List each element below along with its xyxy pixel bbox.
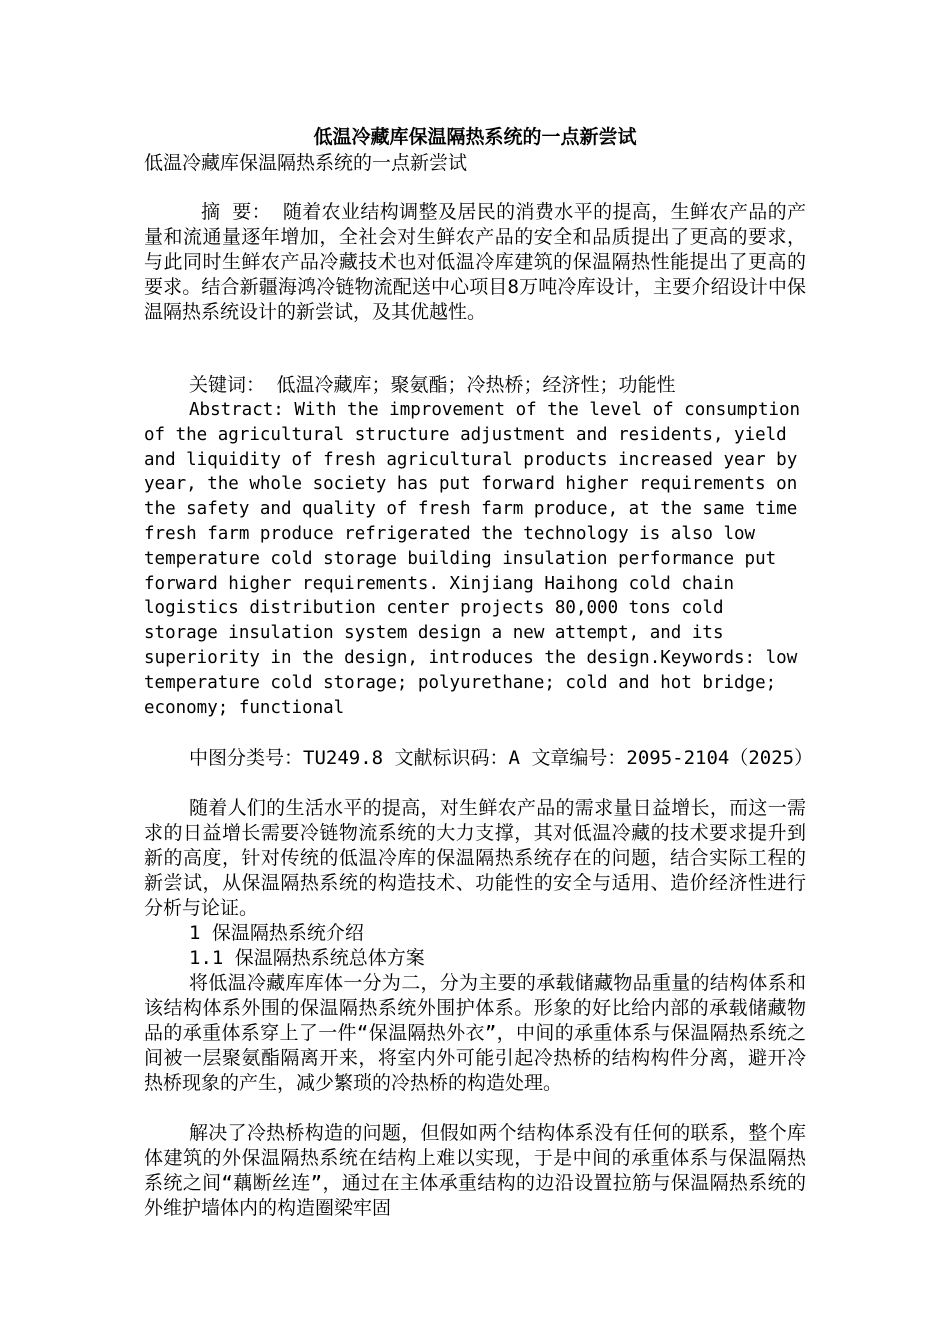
abstract-chinese: 摘 要： 随着农业结构调整及居民的消费水平的提高，生鲜农产品的产量和流通量逐年增加，全社会对生鲜农产品的安全和品质提出了更高的要求，与此同时生鲜农产品冷藏技术也对低温冷库建筑的保温隔热性能提出了更高的要求。结合新疆海鸿冷链物流配送中心项目8万吨冷库设计，主要介绍设计中保温隔热系统设计的新尝试，及其优越性。: [144, 201, 806, 323]
body-paragraph-2: 解决了冷热桥构造的问题，但假如两个结构体系没有任何的联系，整个库体建筑的外保温隔热系统在结构上难以实现，于是中间的承重体系与保温隔热系统之间“藕断丝连”，通过在主体承重结构的边沿设置拉筋与保温隔热系统的外维护墙体内的构造圈梁牢固: [144, 1122, 806, 1219]
document-title: 低温冷藏库保温隔热系统的一点新尝试: [313, 126, 637, 148]
keywords-chinese: 关键词： 低温冷藏库；聚氨酯；冷热桥；经济性；功能性: [189, 374, 676, 396]
document-subtitle: 低温冷藏库保温隔热系统的一点新尝试: [144, 152, 468, 174]
intro-paragraph: 随着人们的生活水平的提高，对生鲜农产品的需求量日益增长，而这一需求的日益增长需要冷链物流系统的大力支撑，其对低温冷藏的技术要求提升到新的高度，针对传统的低温冷库的保温隔热系统存在的问题，结合实际工程的新尝试，从保温隔热系统的构造技术、功能性的安全与适用、造价经济性进行分析与论证。: [144, 797, 806, 919]
section-heading-1: 1 保温隔热系统介绍: [189, 922, 364, 944]
abstract-english: Abstract: With the improvement of the level of consumption of the agricultural structure adjustment and residents, yield and liquidity of fresh agricultural products increased year by year, the whole society has put forward higher requirements on the safety and quality of fresh farm produce, at the same time fresh farm produce refrigerated the technology is also low temperature cold storage building insulation performance put forward higher requirements. Xinjiang Haihong cold chain logistics distribution center projects 80,000 tons cold storage insulation system design a new attempt, and its superiority in the design, introduces the design.Keywords: low temperature cold storage; polyurethane; cold and hot bridge; economy; functional: [144, 400, 801, 718]
body-paragraph-1: 将低温冷藏库库体一分为二，分为主要的承载储藏物品重量的结构体系和该结构体系外围的保温隔热系统外围护体系。形象的好比给内部的承载储藏物品的承重体系穿上了一件“保温隔热外衣”，中间的承重体系与保温隔热系统之间被一层聚氨酯隔离开来，将室内外可能引起冷热桥的结构构件分离，避开冷热桥现象的产生，减少繁琐的冷热桥的构造处理。: [144, 972, 806, 1094]
section-heading-1-1: 1.1 保温隔热系统总体方案: [189, 947, 425, 969]
classification-line: 中图分类号：TU249.8 文献标识码：A 文章编号：2095-2104（2025）: [189, 747, 814, 769]
